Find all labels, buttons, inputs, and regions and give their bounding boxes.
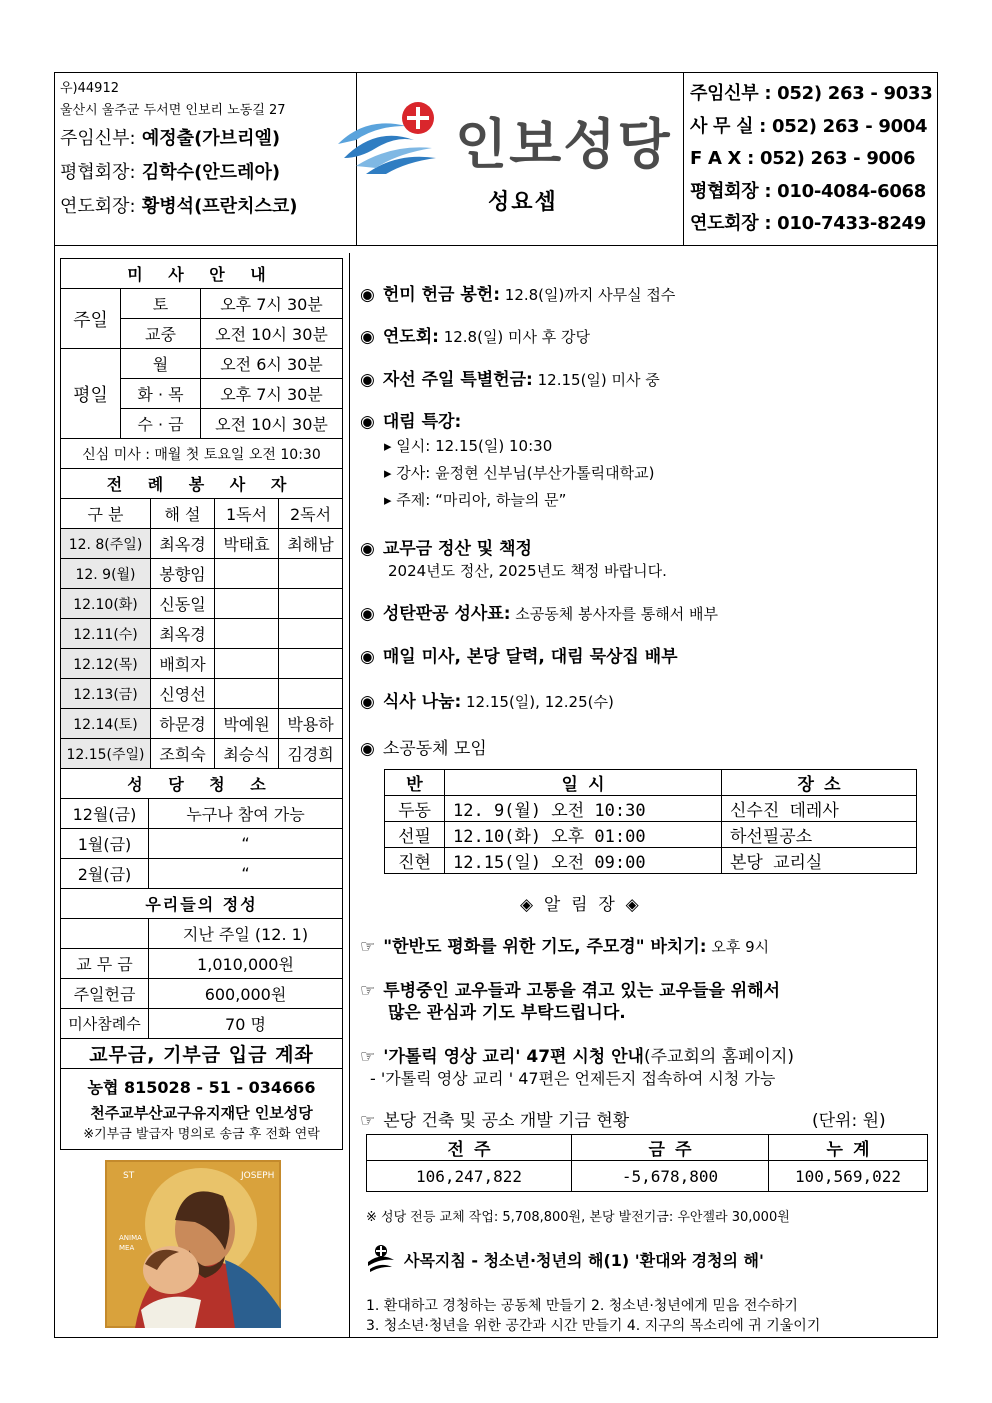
mass-schedule bbox=[60, 258, 343, 1150]
icon-label-joseph: JOSEPH bbox=[241, 1171, 275, 1181]
servers-header: 2독서 bbox=[279, 499, 343, 529]
table-row: 106,247,822 -5,678,800 100,569,022 bbox=[367, 1161, 928, 1192]
community-header: 일 시 bbox=[445, 770, 722, 796]
table-row: 12. 8(주일) 최옥경 박태효 최해남 bbox=[61, 529, 343, 559]
servers-header: 1독서 bbox=[215, 499, 279, 529]
header-divider bbox=[54, 245, 938, 246]
mass-title: 미 사 안 내 bbox=[61, 259, 343, 289]
mass-time: 오후 7시 30분 bbox=[201, 379, 343, 409]
contact-yeondo: 연도회장 : 010-7433-8249 bbox=[690, 213, 926, 234]
mass-day: 수 · 금 bbox=[121, 409, 201, 439]
announce-sick-prayer-2: 많은 관심과 기도 부탁드립니다. bbox=[388, 1003, 626, 1023]
sunday-label: 주일 bbox=[61, 289, 121, 349]
announce-video: ☞ '가톨릭 영상 교리' 47편 시청 안내(주교회의 홈페이지) bbox=[360, 1047, 795, 1067]
table-row: 선필 12.10(화) 오후 01:00 하선필공소 bbox=[385, 822, 917, 848]
parish-name: 인보성당 bbox=[455, 113, 672, 176]
council-line: 평협회장: 김학수(안드레아) bbox=[60, 162, 281, 183]
account-holder: 천주교부산교구유지재단 인보성당 bbox=[90, 1104, 313, 1122]
table-row: 12.12(목) 배희자 bbox=[61, 649, 343, 679]
pastoral-line-2: 3. 청소년·청년을 위한 공간과 시간 만들기 4. 지구의 목소리에 귀 기울이기 bbox=[366, 1318, 821, 1334]
notice-advent-lecture: ◉ 대림 특강: bbox=[360, 412, 462, 432]
postal-code: 우)44912 bbox=[60, 81, 119, 96]
notice-rice-offering: ◉ 헌미 헌금 봉헌: 12.8(일)까지 사무실 접수 bbox=[360, 285, 676, 305]
notice-meal: ◉ 식사 나눔: 12.15(일), 12.25(수) bbox=[360, 692, 614, 712]
account-title: 교무금, 기부금 입금 계좌 bbox=[61, 1039, 343, 1069]
notice-dues: ◉ 교무금 정산 및 책정 bbox=[360, 539, 532, 559]
table-row: 12.13(금) 신영선 bbox=[61, 679, 343, 709]
table-row: 12월(금) 누구나 참여 가능 bbox=[61, 799, 343, 829]
mass-day: 화 · 목 bbox=[121, 379, 201, 409]
mass-day: 교중 bbox=[121, 319, 201, 349]
mass-day: 토 bbox=[121, 289, 201, 319]
table-row: 12. 9(월) 봉향임 bbox=[61, 559, 343, 589]
address: 울산시 울주군 두서면 인보리 노동길 27 bbox=[60, 103, 286, 118]
offering-period: 지난 주일 (12. 1) bbox=[149, 919, 343, 949]
table-row: 2월(금) “ bbox=[61, 859, 343, 889]
community-header: 장 소 bbox=[722, 770, 917, 796]
fund-table bbox=[366, 1134, 928, 1192]
icon-label-mea: MEA bbox=[119, 1244, 135, 1252]
header-divider-right bbox=[683, 72, 684, 245]
fund-header: 금 주 bbox=[572, 1135, 769, 1161]
servers-header: 해 설 bbox=[151, 499, 215, 529]
devotion-mass-note: 신심 미사 : 매월 첫 토요일 오전 10:30 bbox=[61, 439, 343, 469]
contact-council: 평협회장 : 010-4084-6068 bbox=[690, 180, 926, 202]
offering-title: 우리들의 정성 bbox=[61, 889, 343, 919]
servers-header: 구 분 bbox=[61, 499, 151, 529]
notice-christmas-card: ◉ 성탄판공 성사표: 소공동체 봉사자를 통해서 배부 bbox=[360, 604, 718, 624]
contact-office: 사 무 실 : 052) 263 - 9004 bbox=[690, 115, 928, 137]
table-row: 1월(금) “ bbox=[61, 829, 343, 859]
mass-time: 오전 6시 30분 bbox=[201, 349, 343, 379]
fund-header: 전 주 bbox=[367, 1135, 572, 1161]
announce-sick-prayer: ☞ 투병중인 교우들과 고통을 겪고 있는 교우들을 위해서 bbox=[360, 981, 781, 1001]
fund-unit: (단위: 원) bbox=[812, 1111, 886, 1131]
mass-time: 오후 7시 30분 bbox=[201, 289, 343, 319]
weekday-label: 평일 bbox=[61, 349, 121, 439]
icon-label-st: ST bbox=[123, 1171, 135, 1181]
contact-fax: F A X : 052) 263 - 9006 bbox=[690, 148, 916, 169]
header-info bbox=[60, 78, 356, 224]
notice-charity: ◉ 자선 주일 특별헌금: 12.15(일) 미사 중 bbox=[360, 370, 660, 390]
table-row: 진현 12.15(일) 오전 09:00 본당 교리실 bbox=[385, 848, 917, 874]
dues-detail: 2024년도 정산, 2025년도 책정 바랍니다. bbox=[388, 562, 667, 580]
icon-label-anima: ANIMA bbox=[119, 1234, 142, 1242]
notice-community: ◉ 소공동체 모임 bbox=[360, 739, 487, 759]
lecture-date: ▸ 일시: 12.15(일) 10:30 bbox=[384, 437, 553, 455]
table-row: 주일헌금 600,000원 bbox=[61, 979, 343, 1009]
servers-title: 전 례 봉 사 자 bbox=[61, 469, 343, 499]
pastoral-title: 사목지침 - 청소년·청년의 해(1) '환대와 경청의 해' bbox=[404, 1251, 764, 1270]
announce-title: ◈ 알 림 장 ◈ bbox=[520, 895, 639, 915]
table-row: 12.14(토) 하문경 박예원 박용하 bbox=[61, 709, 343, 739]
contact-list bbox=[690, 78, 935, 241]
account-number: 농협 815028 - 51 - 034666 bbox=[87, 1078, 316, 1097]
community-header: 반 bbox=[385, 770, 445, 796]
priest-line: 주임신부: 예정출(가브리엘) bbox=[60, 128, 281, 149]
account-box bbox=[60, 1069, 343, 1150]
lecture-topic: ▸ 주제: “마리아, 하늘의 문” bbox=[384, 491, 567, 509]
table-row: 미사참례수 70 명 bbox=[61, 1009, 343, 1039]
fund-note: ※ 성당 전등 교체 작업: 5,708,800원, 본당 발전기금: 우안젤라 30,000원 bbox=[366, 1210, 790, 1225]
pastoral-logo-icon bbox=[366, 1244, 396, 1272]
community-table bbox=[384, 769, 917, 874]
st-joseph-icon-image bbox=[105, 1160, 281, 1328]
mass-time: 오전 10시 30분 bbox=[201, 319, 343, 349]
table-row: 12.11(수) 최옥경 bbox=[61, 619, 343, 649]
account-note: ※기부금 발급자 명의로 송금 후 전화 연락 bbox=[83, 1127, 320, 1142]
notice-calendar: ◉ 매일 미사, 본당 달력, 대림 묵상집 배부 bbox=[360, 647, 678, 667]
lecture-speaker: ▸ 강사: 윤정현 신부님(부산가톨릭대학교) bbox=[384, 464, 655, 482]
fund-title-line: ☞ 본당 건축 및 공소 개발 기금 현황 bbox=[360, 1111, 630, 1131]
parish-logo-icon bbox=[336, 96, 454, 184]
contact-priest: 주임신부 : 052) 263 - 9033 bbox=[690, 83, 933, 104]
column-divider bbox=[349, 253, 350, 1338]
video-note: - '가톨릭 영상 교리 ' 47편은 언제든지 접속하여 시청 가능 bbox=[370, 1069, 776, 1088]
yeondo-line: 연도회장: 황병석(프란치스코) bbox=[60, 196, 298, 217]
cleaning-title: 성 당 청 소 bbox=[61, 769, 343, 799]
notice-yeondo: ◉ 연도회: 12.8(일) 미사 후 강당 bbox=[360, 327, 591, 347]
pastoral-line-1: 1. 환대하고 경청하는 공동체 만들기 2. 청소년·청년에게 믿음 전수하기 bbox=[366, 1298, 798, 1314]
table-row: 두동 12. 9(월) 오전 10:30 신수진 데레사 bbox=[385, 796, 917, 822]
table-row: 12.15(주일) 조희숙 최승식 김경희 bbox=[61, 739, 343, 769]
mass-day: 월 bbox=[121, 349, 201, 379]
announce-peace-prayer: ☞ "한반도 평화를 위한 기도, 주모경" 바치기: 오후 9시 bbox=[360, 937, 770, 957]
table-row: 12.10(화) 신동일 bbox=[61, 589, 343, 619]
mass-time: 오전 10시 30분 bbox=[201, 409, 343, 439]
fund-header: 누 계 bbox=[769, 1135, 928, 1161]
table-row: 교 무 금 1,010,000원 bbox=[61, 949, 343, 979]
subtitle: 성요셉 bbox=[488, 190, 558, 215]
